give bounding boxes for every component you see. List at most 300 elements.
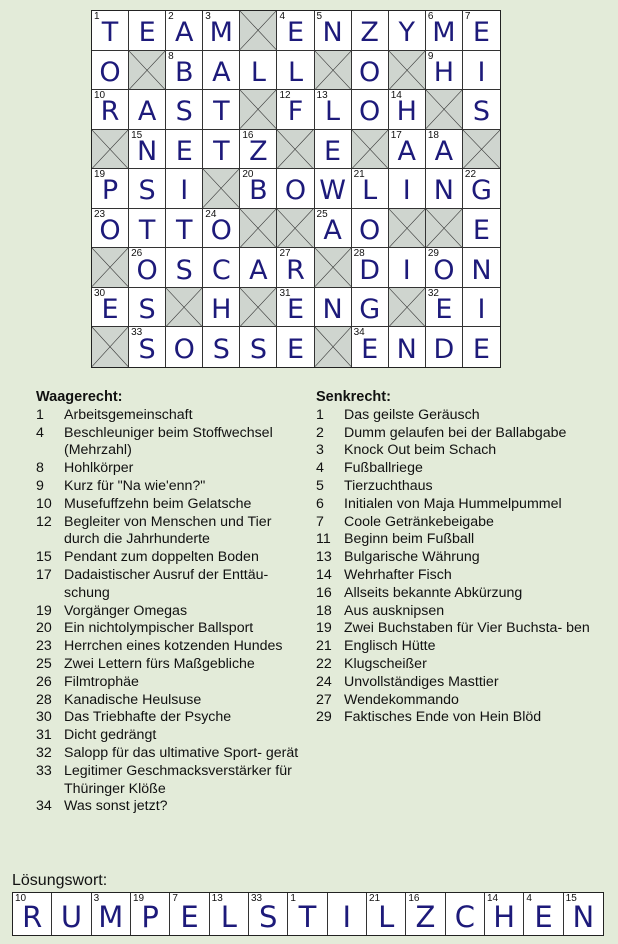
cell-letter: L xyxy=(250,56,266,88)
cell-letter: O xyxy=(433,254,455,286)
cell-letter: O xyxy=(359,56,381,88)
clue-number: 20 xyxy=(36,620,52,637)
grid-cell[interactable] xyxy=(129,248,166,288)
blocked-cell xyxy=(240,90,277,130)
cell-letter: S xyxy=(249,334,267,366)
grid-cell[interactable] xyxy=(129,209,166,249)
clue-text: Beschleuniger beim Stoffwechsel (Mehrzahl) xyxy=(64,424,273,459)
grid-cell[interactable] xyxy=(352,11,389,51)
cell-letter: I xyxy=(477,294,486,326)
clue-number: 1 xyxy=(316,406,324,423)
cell-letter: O xyxy=(173,334,195,366)
across-clue xyxy=(36,727,306,745)
cell-letter: E xyxy=(472,215,490,247)
solution-cell[interactable] xyxy=(210,893,249,935)
cell-letter: N xyxy=(137,135,158,167)
clue-number: 9 xyxy=(36,477,44,494)
cell-letter: D xyxy=(433,334,455,366)
grid-cell[interactable] xyxy=(203,51,240,91)
solution-cell[interactable] xyxy=(131,893,170,935)
clue-text: Dicht gedrängt xyxy=(64,727,157,744)
cell-letter: O xyxy=(99,56,121,88)
cell-letter: E xyxy=(534,900,553,934)
solution-cell[interactable] xyxy=(13,893,52,935)
cross-icon xyxy=(92,130,128,169)
cell-letter: T xyxy=(213,135,230,167)
cell-letter: Z xyxy=(360,17,379,49)
cell-letter: M xyxy=(98,900,124,934)
cell-letter: Z xyxy=(249,135,268,167)
grid-cell[interactable] xyxy=(166,90,203,130)
cross-icon xyxy=(240,209,276,248)
grid-cell[interactable] xyxy=(426,11,463,51)
cell-letter: E xyxy=(286,294,305,326)
grid-cell[interactable] xyxy=(352,288,389,328)
cell-letter: E xyxy=(435,294,453,326)
clue-text: Kanadische Heulsuse xyxy=(64,691,202,708)
clues-down-heading: Senkrecht: xyxy=(316,389,391,405)
cross-icon xyxy=(463,130,500,169)
cell-number: 33 xyxy=(250,893,263,904)
cell-number: 10 xyxy=(94,90,106,102)
blocked-cell xyxy=(166,288,203,328)
down-clue xyxy=(316,692,601,710)
grid-cell[interactable] xyxy=(277,51,314,91)
grid-cell[interactable] xyxy=(277,248,314,288)
clue-number: 33 xyxy=(36,762,52,779)
cross-icon xyxy=(389,51,425,90)
cell-letter: B xyxy=(249,175,268,207)
cell-number: 3 xyxy=(93,893,100,904)
cell-letter: E xyxy=(180,900,199,934)
cell-letter: E xyxy=(101,294,119,326)
cell-letter: N xyxy=(572,900,595,934)
grid-cell[interactable] xyxy=(166,169,203,209)
clues-down xyxy=(316,389,601,727)
across-clue xyxy=(36,692,306,710)
clue-number: 2 xyxy=(316,424,324,441)
cell-letter: L xyxy=(220,900,237,934)
grid-cell[interactable] xyxy=(352,169,389,209)
cell-letter: I xyxy=(402,175,411,207)
cell-number: 29 xyxy=(427,248,439,260)
grid-cell[interactable] xyxy=(315,169,352,209)
blocked-cell xyxy=(92,130,129,170)
across-clue xyxy=(36,638,306,656)
cell-number: 13 xyxy=(316,90,328,102)
grid-cell[interactable] xyxy=(352,90,389,130)
clue-text: Unvollständiges Masttier xyxy=(344,673,499,690)
cell-letter: Y xyxy=(398,17,416,49)
grid-cell[interactable] xyxy=(129,130,166,170)
solution-cell[interactable] xyxy=(524,893,563,935)
solution-cell[interactable] xyxy=(564,893,603,935)
grid-cell[interactable] xyxy=(315,90,352,130)
solution-cell[interactable] xyxy=(92,893,131,935)
down-clue xyxy=(316,656,601,674)
cell-letter: A xyxy=(174,17,194,49)
down-clue xyxy=(316,620,601,638)
cell-letter: E xyxy=(286,334,305,366)
grid-cell[interactable] xyxy=(166,130,203,170)
cell-letter: E xyxy=(324,135,342,167)
clue-text: Bulgarische Währung xyxy=(344,549,480,566)
grid-cell[interactable] xyxy=(166,248,203,288)
clue-number: 19 xyxy=(316,620,332,637)
across-clue xyxy=(36,425,306,461)
cell-letter: N xyxy=(396,334,417,366)
clue-number: 34 xyxy=(36,798,52,815)
solution-cell[interactable] xyxy=(367,893,406,935)
cell-letter: G xyxy=(359,294,381,326)
grid-cell[interactable] xyxy=(426,288,463,328)
cell-letter: L xyxy=(325,96,341,128)
across-clue xyxy=(36,567,306,603)
cross-icon xyxy=(315,248,351,287)
cell-letter: S xyxy=(472,96,491,128)
cell-letter: A xyxy=(397,135,416,167)
down-clue xyxy=(316,549,601,567)
grid-cell[interactable] xyxy=(277,90,314,130)
clue-text: Beginn beim Fußball xyxy=(344,531,475,548)
grid-cell[interactable] xyxy=(166,11,203,51)
blocked-cell xyxy=(315,327,352,367)
grid-cell[interactable] xyxy=(203,209,240,249)
clue-number: 23 xyxy=(36,638,52,655)
clue-text: Legitimer Geschmacksverstärker für Thüringer Klöße xyxy=(64,762,292,797)
grid-cell[interactable] xyxy=(426,248,463,288)
grid-cell[interactable] xyxy=(315,288,352,328)
grid-cell[interactable] xyxy=(240,169,277,209)
grid-cell[interactable] xyxy=(129,288,166,328)
clue-text: Arbeitsgemeinschaft xyxy=(64,406,193,423)
grid-cell[interactable] xyxy=(92,169,129,209)
grid-cell[interactable] xyxy=(92,209,129,249)
cell-letter: L xyxy=(378,900,395,934)
down-clue xyxy=(316,585,601,603)
cell-letter: O xyxy=(359,96,381,128)
clue-text: Allseits bekannte Abkürzung xyxy=(344,584,523,601)
cell-letter: H xyxy=(493,900,516,934)
cell-number: 23 xyxy=(94,208,106,220)
grid-cell[interactable] xyxy=(240,327,277,367)
cell-number: 13 xyxy=(211,893,223,904)
cell-letter: S xyxy=(138,175,156,207)
crossword-grid xyxy=(91,10,501,368)
grid-cell[interactable] xyxy=(277,11,314,51)
grid-cell[interactable] xyxy=(203,130,240,170)
cell-number: 14 xyxy=(486,893,499,904)
cell-letter: I xyxy=(342,900,352,934)
cell-number: 7 xyxy=(172,893,178,904)
grid-cell[interactable] xyxy=(315,130,352,170)
clue-number: 28 xyxy=(36,691,52,708)
blocked-cell xyxy=(315,51,352,91)
cell-letter: N xyxy=(322,17,343,49)
cell-letter: E xyxy=(175,135,193,167)
cell-number: 6 xyxy=(427,11,434,22)
down-clue xyxy=(316,496,601,514)
solution-cell[interactable] xyxy=(249,893,288,935)
grid-cell[interactable] xyxy=(426,327,463,367)
cross-icon xyxy=(352,130,388,169)
cell-letter: T xyxy=(213,96,230,128)
cell-number: 33 xyxy=(131,327,143,339)
solution-cell[interactable] xyxy=(288,893,327,935)
cell-letter: L xyxy=(362,175,378,207)
cell-number: 19 xyxy=(94,169,106,181)
cell-number: 25 xyxy=(316,208,328,220)
cell-number: 18 xyxy=(427,129,439,141)
clue-text: Ein nichtolympischer Ballsport xyxy=(64,620,254,637)
cell-letter: E xyxy=(138,17,156,49)
grid-cell[interactable] xyxy=(240,130,277,170)
down-clue xyxy=(316,442,601,460)
cross-icon xyxy=(240,288,276,327)
cell-number: 19 xyxy=(132,893,145,904)
cell-number: 5 xyxy=(316,11,323,22)
solution-cell[interactable] xyxy=(485,893,524,935)
cell-letter: U xyxy=(60,900,83,934)
grid-cell[interactable] xyxy=(240,51,277,91)
cell-letter: S xyxy=(212,334,230,366)
across-clue xyxy=(36,709,306,727)
clue-number: 13 xyxy=(316,549,332,566)
cell-number: 14 xyxy=(390,90,402,102)
cell-letter: I xyxy=(180,175,189,207)
clue-number: 16 xyxy=(316,584,332,601)
cell-number: 2 xyxy=(168,11,174,22)
cell-letter: N xyxy=(433,175,454,207)
cell-number: 17 xyxy=(390,129,402,141)
clue-text: Zwei Lettern fürs Maßgebliche xyxy=(64,655,255,672)
solution-cell[interactable] xyxy=(406,893,445,935)
grid-cell[interactable] xyxy=(277,169,314,209)
cell-letter: H xyxy=(433,56,455,88)
clue-number: 32 xyxy=(36,744,52,761)
grid-cell[interactable] xyxy=(129,327,166,367)
cell-letter: Z xyxy=(415,900,436,934)
clue-text: Musefuffzehn beim Gelatsche xyxy=(64,495,252,512)
clue-text: Aus ausknipsen xyxy=(344,602,445,619)
grid-cell[interactable] xyxy=(166,209,203,249)
down-clue xyxy=(316,567,601,585)
cross-icon xyxy=(129,51,165,90)
cross-icon xyxy=(277,130,313,169)
clue-text: Das Triebhafte der Psyche xyxy=(64,709,232,726)
clue-number: 1 xyxy=(36,406,44,423)
cell-letter: H xyxy=(396,96,417,128)
grid-cell[interactable] xyxy=(92,90,129,130)
clue-number: 31 xyxy=(36,727,52,744)
grid-cell[interactable] xyxy=(426,169,463,209)
cell-letter: T xyxy=(298,900,317,934)
down-clue xyxy=(316,674,601,692)
cell-number: 12 xyxy=(279,90,291,102)
cell-number: 16 xyxy=(408,893,420,904)
solution-cell[interactable] xyxy=(328,893,367,935)
clue-text: Initialen von Maja Hummelpummel xyxy=(344,495,562,512)
cross-icon xyxy=(426,90,462,129)
blocked-cell xyxy=(240,288,277,328)
grid-cell[interactable] xyxy=(203,248,240,288)
cell-letter: O xyxy=(136,254,158,286)
cell-letter: S xyxy=(258,900,278,934)
grid-cell[interactable] xyxy=(389,248,426,288)
grid-cell[interactable] xyxy=(463,288,500,328)
clue-text: Englisch Hütte xyxy=(344,638,436,655)
clue-text: Faktisches Ende von Hein Blöd xyxy=(344,709,542,726)
grid-cell[interactable] xyxy=(352,248,389,288)
cell-number: 4 xyxy=(526,893,532,904)
clue-number: 6 xyxy=(316,495,324,512)
clue-number: 17 xyxy=(36,566,52,583)
clue-number: 25 xyxy=(36,655,52,672)
cell-letter: S xyxy=(138,294,156,326)
grid-cell[interactable] xyxy=(463,327,500,367)
clue-text: Pendant zum doppelten Boden xyxy=(64,549,259,566)
cell-number: 4 xyxy=(279,11,286,22)
clues-across-list xyxy=(36,407,306,816)
clue-text: Filmtrophäe xyxy=(64,673,139,690)
grid-cell[interactable] xyxy=(92,11,129,51)
clue-number: 10 xyxy=(36,495,52,512)
cell-letter: M xyxy=(432,17,456,49)
clue-text: Hohlkörper xyxy=(64,460,134,477)
cell-letter: A xyxy=(137,96,157,128)
cross-icon xyxy=(315,51,351,90)
cell-letter: E xyxy=(472,334,490,366)
grid-cell[interactable] xyxy=(389,11,426,51)
cell-letter: O xyxy=(284,175,307,207)
grid-cell[interactable] xyxy=(277,288,314,328)
solution-cell[interactable] xyxy=(446,893,485,935)
cell-letter: O xyxy=(359,215,381,247)
cross-icon xyxy=(426,209,462,248)
grid-cell[interactable] xyxy=(166,51,203,91)
grid-cell[interactable] xyxy=(352,209,389,249)
down-clue xyxy=(316,514,601,532)
grid-cell[interactable] xyxy=(389,169,426,209)
down-clue xyxy=(316,709,601,727)
clue-text: Klugscheißer xyxy=(344,655,427,672)
grid-cell[interactable] xyxy=(129,11,166,51)
cell-number: 21 xyxy=(368,893,381,904)
cross-icon xyxy=(389,288,425,327)
grid-cell[interactable] xyxy=(352,327,389,367)
down-clue xyxy=(316,425,601,443)
down-clue xyxy=(316,407,601,425)
grid-cell[interactable] xyxy=(389,327,426,367)
down-clue xyxy=(316,603,601,621)
blocked-cell xyxy=(352,130,389,170)
cell-letter: R xyxy=(286,254,305,286)
grid-cell[interactable] xyxy=(129,169,166,209)
across-clue xyxy=(36,656,306,674)
cell-letter: E xyxy=(286,17,305,49)
grid-cell[interactable] xyxy=(92,51,129,91)
clue-number: 19 xyxy=(36,602,52,619)
grid-cell[interactable] xyxy=(166,327,203,367)
cell-letter: H xyxy=(211,294,232,326)
grid-cell[interactable] xyxy=(203,327,240,367)
clue-text: Salopp für das ultimative Sport- gerät xyxy=(64,744,299,761)
grid-cell[interactable] xyxy=(463,11,500,51)
grid-cell[interactable] xyxy=(203,11,240,51)
grid-cell[interactable] xyxy=(315,11,352,51)
grid-cell[interactable] xyxy=(463,169,500,209)
grid-cell[interactable] xyxy=(463,90,500,130)
clue-number: 14 xyxy=(316,566,332,583)
grid-cell[interactable] xyxy=(463,248,500,288)
grid-cell[interactable] xyxy=(203,288,240,328)
cell-number: 22 xyxy=(464,169,477,181)
clue-text: Dadaistischer Ausruf der Enttäu- schung xyxy=(64,566,269,601)
clue-text: Zwei Buchstaben für Vier Buchsta- ben xyxy=(344,620,590,637)
cross-icon xyxy=(240,11,276,50)
grid-cell[interactable] xyxy=(389,90,426,130)
cell-letter: O xyxy=(99,215,121,247)
across-clue xyxy=(36,763,306,799)
cell-number: 27 xyxy=(279,248,291,260)
across-clue xyxy=(36,674,306,692)
grid-cell[interactable] xyxy=(426,130,463,170)
cell-letter: F xyxy=(287,96,304,128)
cross-icon xyxy=(240,90,276,129)
cross-icon xyxy=(92,248,128,287)
grid-cell[interactable] xyxy=(352,51,389,91)
grid-cell[interactable] xyxy=(426,51,463,91)
across-clue xyxy=(36,745,306,763)
clue-text: Begleiter von Menschen und Tier durch die Jahrhunderte xyxy=(64,513,272,548)
clue-number: 22 xyxy=(316,655,332,672)
grid-cell[interactable] xyxy=(315,209,352,249)
solution-grid xyxy=(12,892,604,936)
cell-letter: M xyxy=(209,17,233,49)
clue-text: Herrchen eines kotzenden Hundes xyxy=(64,638,283,655)
clue-text: Das geilste Geräusch xyxy=(344,406,480,423)
blocked-cell xyxy=(92,248,129,288)
blocked-cell xyxy=(240,209,277,249)
blocked-cell xyxy=(389,288,426,328)
clue-number: 11 xyxy=(316,531,331,548)
grid-cell[interactable] xyxy=(277,327,314,367)
solution-cell[interactable] xyxy=(52,893,91,935)
grid-cell[interactable] xyxy=(389,130,426,170)
cell-letter: L xyxy=(287,56,304,88)
grid-cell[interactable] xyxy=(240,248,277,288)
clue-number: 5 xyxy=(316,477,324,494)
grid-cell[interactable] xyxy=(92,288,129,328)
grid-cell[interactable] xyxy=(463,209,500,249)
blocked-cell xyxy=(240,11,277,51)
cell-number: 8 xyxy=(168,50,174,62)
clue-text: Kurz für "Na wie'enn?" xyxy=(64,477,206,494)
solution-cell[interactable] xyxy=(170,893,209,935)
grid-cell[interactable] xyxy=(203,90,240,130)
cell-letter: A xyxy=(249,254,268,286)
cell-letter: N xyxy=(471,254,492,286)
across-clue xyxy=(36,407,306,425)
clue-number: 4 xyxy=(316,460,324,477)
cell-letter: A xyxy=(212,56,231,88)
grid-cell[interactable] xyxy=(129,90,166,130)
cell-number: 26 xyxy=(131,248,143,260)
clue-text: Knock Out beim Schach xyxy=(344,442,497,459)
grid-cell[interactable] xyxy=(463,51,500,91)
across-clue xyxy=(36,603,306,621)
clue-number: 24 xyxy=(316,673,332,690)
